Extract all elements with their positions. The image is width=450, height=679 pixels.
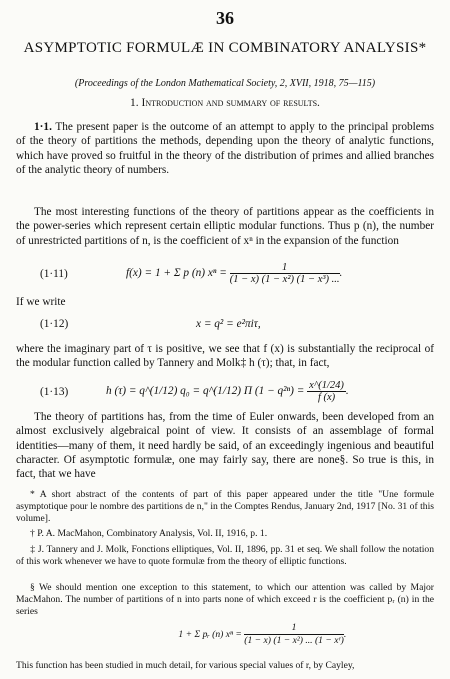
footnote-3-text: ‡ J. Tannery and J. Molk, Fonctions elliptiques, Vol. II, 1896, pp. 31 et seq. We shall follow the notation of this work whenever we have to quote formulæ from the theory of elliptic functions.: [16, 544, 434, 568]
equation-lhs: f(x) = 1 + Σ p (n) xⁿ =: [126, 267, 227, 280]
equation-lhs: 1 + Σ pᵣ (n) xⁿ =: [178, 628, 242, 640]
equation-fraction: [307, 380, 346, 403]
section-title: Introduction and summary of results.: [141, 97, 320, 109]
footnote-4: [16, 582, 434, 619]
equation-fraction: [230, 262, 340, 285]
paragraph-number: 1·1.: [34, 121, 52, 133]
section-number: 1.: [130, 97, 139, 109]
paper-title: ASYMPTOTIC FORMULÆ IN COMBINATORY ANALYSIS*: [23, 40, 427, 56]
paragraph-4: [16, 410, 434, 481]
paragraph-2: [16, 205, 434, 248]
equation-number: (1·12): [40, 318, 69, 330]
proceedings-citation: (Proceedings of the London Mathematical Society, 2, XVII, 1918, 75—115): [74, 78, 376, 89]
section-heading: [20, 97, 430, 109]
footnote-3: [16, 544, 434, 568]
footnote-2: [16, 528, 434, 540]
fraction-denominator: f (x): [317, 392, 336, 403]
equation-tail: .: [345, 385, 349, 398]
equation-1-11: [16, 262, 434, 288]
fraction-denominator: (1 − x) (1 − x²) (1 − x³) ...: [229, 274, 340, 285]
fraction-numerator: 1: [244, 622, 344, 635]
equation-1-12: [16, 312, 434, 338]
if-we-write-text: If we write: [16, 296, 66, 308]
paragraph-4-text: The theory of partitions has, from the time of Euler onwards, been developed from an almost exclusively algebraical point of view. It consists of an assemblage of formal identities—many of them, it need hardly be said, of an exceedingly ingenious and beautiful character. Of asymptotic formulæ, one may fairly say, there are none§. So true is this, in fact, that we have: [16, 411, 434, 481]
if-we-write-line: [16, 295, 434, 309]
equation-body: [106, 380, 426, 406]
footnote-last-line-text: This function has been studied in much detail, for various special values of r, by Cayley,: [16, 660, 355, 671]
page-number: 36: [216, 8, 234, 28]
equation-number: (1·13): [40, 386, 69, 398]
equation-tail: .: [343, 628, 347, 640]
footnote-last-line: [16, 660, 434, 672]
paragraph-2-text: The most interesting functions of the theory of partitions appear as the coefficients in the power-series which represent certain elliptic modular functions. Thus p (n), the number of unrestricted partitions of n, is the coefficient of xⁿ in the expansion of the function: [16, 206, 434, 247]
paragraph-3-text: where the imaginary part of τ is positive, we see that f (x) is substantially the reciprocal of the modular function called by Tannery and Molk‡ h (τ); that, in fact,: [16, 343, 434, 370]
fraction-numerator: 1: [230, 262, 340, 274]
fraction-numerator: x^(1/24): [309, 380, 344, 391]
paragraph-1: [16, 120, 434, 177]
footnote-1: [16, 489, 434, 526]
footnote-equation: [16, 622, 434, 652]
equation-fraction: [244, 622, 347, 647]
equation-tail: .: [339, 267, 343, 280]
paragraph-1-text: The present paper is the outcome of an attempt to apply to the principal problems of the theory of partitions the methods, depending upon the theory of analytic functions, which have proved so fruitful in the theory of the distribution of primes and allied branches of the analytic theory of numbers.: [16, 121, 435, 176]
equation-1-13: [16, 380, 434, 406]
fraction-denominator: (1 − x) (1 − x²) ... (1 − xʳ): [244, 635, 344, 647]
equation-body: x = q² = e²πiτ,: [196, 318, 261, 330]
equation-lhs: h (τ) = q^(1/12) q₀ = q^(1/12) Π (1 − q²ⁿ) =: [106, 385, 305, 398]
equation-body: [126, 262, 446, 288]
footnote-4-text: § We should mention one exception to this statement, to which our attention was called by Major MacMahon. The number of partitions of n into parts none of which exceed r is the coefficient pᵣ (n) in the series: [16, 582, 434, 618]
equation-number: (1·11): [40, 268, 68, 280]
footnote-1-text: * A short abstract of the contents of part of this paper appeared under the title "Une formule asymptotique pour le nombre des partitions de n," in the Comptes Rendus, January 2nd, 1917 [No. 31 of this volume].: [16, 489, 434, 525]
footnote-2-text: † P. A. MacMahon, Combinatory Analysis, Vol. II, 1916, p. 1.: [30, 528, 268, 539]
paragraph-3: [16, 342, 434, 371]
